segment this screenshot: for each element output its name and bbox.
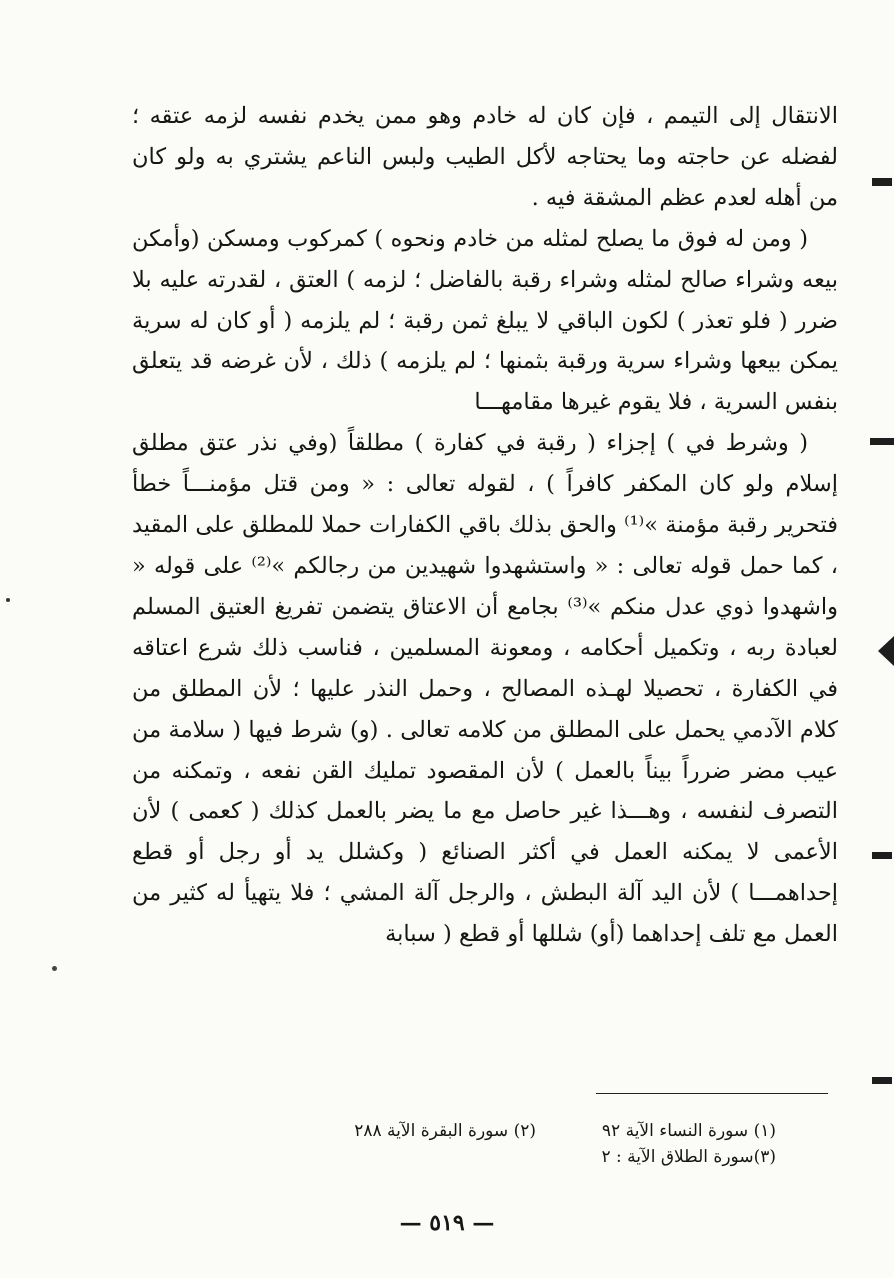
footnote-divider bbox=[596, 1093, 828, 1094]
scan-edge-mark bbox=[878, 636, 894, 666]
main-text bbox=[132, 96, 838, 955]
scan-speck bbox=[52, 966, 57, 971]
footnotes bbox=[236, 1118, 776, 1170]
footnote-3: (٣)سورة الطلاق الآية : ٢ bbox=[601, 1147, 776, 1167]
scan-speck bbox=[6, 598, 10, 602]
footnote-row bbox=[236, 1144, 776, 1170]
footnote-row bbox=[236, 1118, 776, 1144]
scan-edge-mark bbox=[870, 438, 894, 445]
footnote-2: (٢) سورة البقرة الآية ٢٨٨ bbox=[354, 1121, 536, 1141]
scan-edge-mark bbox=[872, 1077, 892, 1084]
page-number: — ٥١٩ — bbox=[399, 1210, 495, 1236]
paragraph-1: الانتقال إلى التيمم ، فإن كان له خادم وهو ممن يخدم نفسه لزمه عتقه ؛ لفضله عن حاجته وما يحتاجه لأكل الطيب ولبس الناعم يشتري به ولو كان من أهله لعدم عظم المشقة فيه . bbox=[132, 103, 838, 211]
scan-edge-mark bbox=[872, 178, 892, 186]
paragraph-2: ( ومن له فوق ما يصلح لمثله من خادم ونحوه ) كمركوب ومسكن (وأمكن بيعه وشراء صالح لمثله وشراء رقبة بالفاضل ؛ لزمه ) العتق ، لقدرته عليه بلا ضرر ( فلو تعذر ) لكون الباقي لا يبلغ ثمن رقبة ؛ لم يلزمه ( أو كان له سرية يمكن بيعها وشراء سرية ورقبة بثمنها ؛ لم يلزمه ) ذلك ، لأن غرضه قد يتعلق بنفس السرية ، فلا يقوم غيرها مقامهـــا bbox=[132, 225, 838, 416]
footnote-1: (١) سورة النساء الآية ٩٢ bbox=[601, 1121, 776, 1141]
paragraph-3: ( وشرط في ) إجزاء ( رقبة في كفارة ) مطلقاً (وفي نذر عتق مطلق إسلام ولو كان المكفر كافراً ) ، لقوله تعالى : « ومن قتل مؤمنـــاً خطأ فتحرير رقبة مؤمنة »⁽¹⁾ والحق بذلك باقي الكفارات حملا للمطلق على المقيد ، كما حمل قوله تعالى : « واستشهدوا شهيدين من رجالكم »⁽²⁾ على قوله « واشهدوا ذوي عدل منكم »⁽³⁾ بجامع أن الاعتاق يتضمن تفريغ العتيق المسلم لعبادة ربه ، وتكميل أحكامه ، ومعونة المسلمين ، فناسب ذلك شرع اعتاقه في الكفارة ، تحصيلا لهـذه المصالح ، وحمل النذر عليها ؛ لأن المطلق من كلام الآدمي يحمل على المطلق من كلامه تعالى . (و) شرط فيها ( سلامة من عيب مضر ضرراً بيناً بالعمل ) لأن المقصود تمليك القن نفعه ، وتمكنه من التصرف لنفسه ، وهـــذا غير حاصل مع ما يضر بالعمل كذلك ( كعمى ) لأن الأعمى لا يمكنه العمل في أكثر الصنائع ( وكشلل يد أو رجل أو قطع إحداهمـــا ) لأن اليد آلة البطش ، والرجل آلة المشي ؛ فلا يتهيأ له كثير من العمل مع تلف إحداهما (أو) شللها أو قطع ( سبابة bbox=[132, 430, 839, 948]
scan-edge-mark bbox=[872, 852, 892, 859]
